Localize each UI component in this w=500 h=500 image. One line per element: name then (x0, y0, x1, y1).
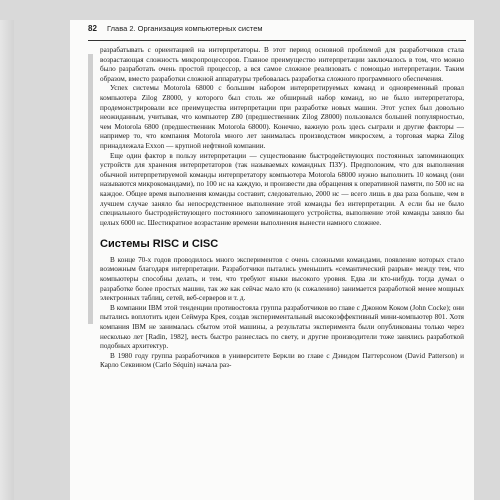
paragraph: В конце 70-х годов проводилось много экспериментов с очень сложными командами, появление которых стало возможным благодаря интерпретации. Разработчики пытались уменьшить «семантический разрыв» между тем, что компьютеры способны делать, и тем, что требуют языки высокого уровня. Едва ли кто-нибудь тогда думал о разработке более простых машин, так же как сейчас мало кто (к сожалению) занимается разработкой менее мощных электронных таблиц, сетей, веб-серверов и т. д. (100, 255, 464, 303)
section-heading: Системы RISC и CISC (100, 238, 219, 251)
margin-rule (88, 54, 93, 324)
paragraph: разрабатывать с ориентацией на интерпретаторы. В этот период основной проблемой для разработчиков стала возрастающая сложность микропроцессоров. Главное преимущество интерпретации заключалось в том, что можно было разработать очень простой процессор, а вся самое сложное реализовать с помощью интерпретации. Таким образом, вместо разработки сложной аппаратуры требовалась разработка сложного программного обеспечения. (100, 46, 464, 83)
paragraph: Успех системы Motorola 68000 с большим набором интерпретируемых команд и одновременный провал компьютера Zilog Z8000, у которого был столь же обширный набор команд, но не было интерпретатора, продемонстрировали все преимущества интерпретации при разработке новых машин. Этот успех был довольно неожиданным, учитывая, что компьютер Z80 (предшественник Zilog Z8000) пользовался большей популярностью, чем Motorola 6800 (предшественник Motorola 68000). Конечно, важную роль здесь сыграли и другие факторы — например то, что компания Motorola много лет занималась производством микросхем, а торговая марка Zilog принадлежала Exxon — крупной нефтяной компании. (100, 84, 464, 150)
page-number: 82 (88, 24, 97, 33)
body-text (100, 46, 464, 371)
book-page (70, 20, 474, 500)
page-edge-shadow (0, 20, 14, 500)
chapter-title: Глава 2. Организация компьютерных систем (107, 24, 263, 33)
running-header (88, 24, 466, 41)
paragraph: В компании IBM этой тенденции противостояла группа разработчиков во главе с Джоном Коком (John Cocke); они пытались воплотить идеи Сеймура Крея, создав экспериментальный высокоэффективный мини-компьютер 801. Хотя компания IBM не занималась сбытом этой машины, а результаты эксперимента были опубликованы только через несколько лет [Radin, 1982], весть быстро разнеслась по свету, и другие производители тоже занялись разработкой подобных архитектур. (100, 303, 464, 351)
paragraph: В 1980 году группа разработчиков в университете Беркли во главе с Дэвидом Паттерсоном (David Patterson) и Карло Секвином (Carlo Séquin) начала раз- (100, 351, 464, 370)
paragraph: Еще один фактор в пользу интерпретации — существование быстродействующих постоянных запоминающих устройств для хранения интерпретаторов (так называемых командных ПЗУ). Предположим, что для выполнения обычной интерпретируемой команды интерпретатору компьютера Motorola 68000 нужно выполнить 10 команд (они называются микрокомандами), по 100 нс на каждую, и произвести два обращения к оперативной памяти, по 500 нс на каждое. Общее время выполнения команды составит, следовательно, 2000 нс — всего лишь в два раза больше, чем в лучшем случае заняло бы непосредственное выполнение этой команды без интерпретации. А если бы не было специального быстродействующего постоянного запоминающего устройства, выполнение этой команды заняло бы целых 6000 нс. Шестикратное возрастание времени выполнения вынести намного сложнее. (100, 151, 464, 227)
